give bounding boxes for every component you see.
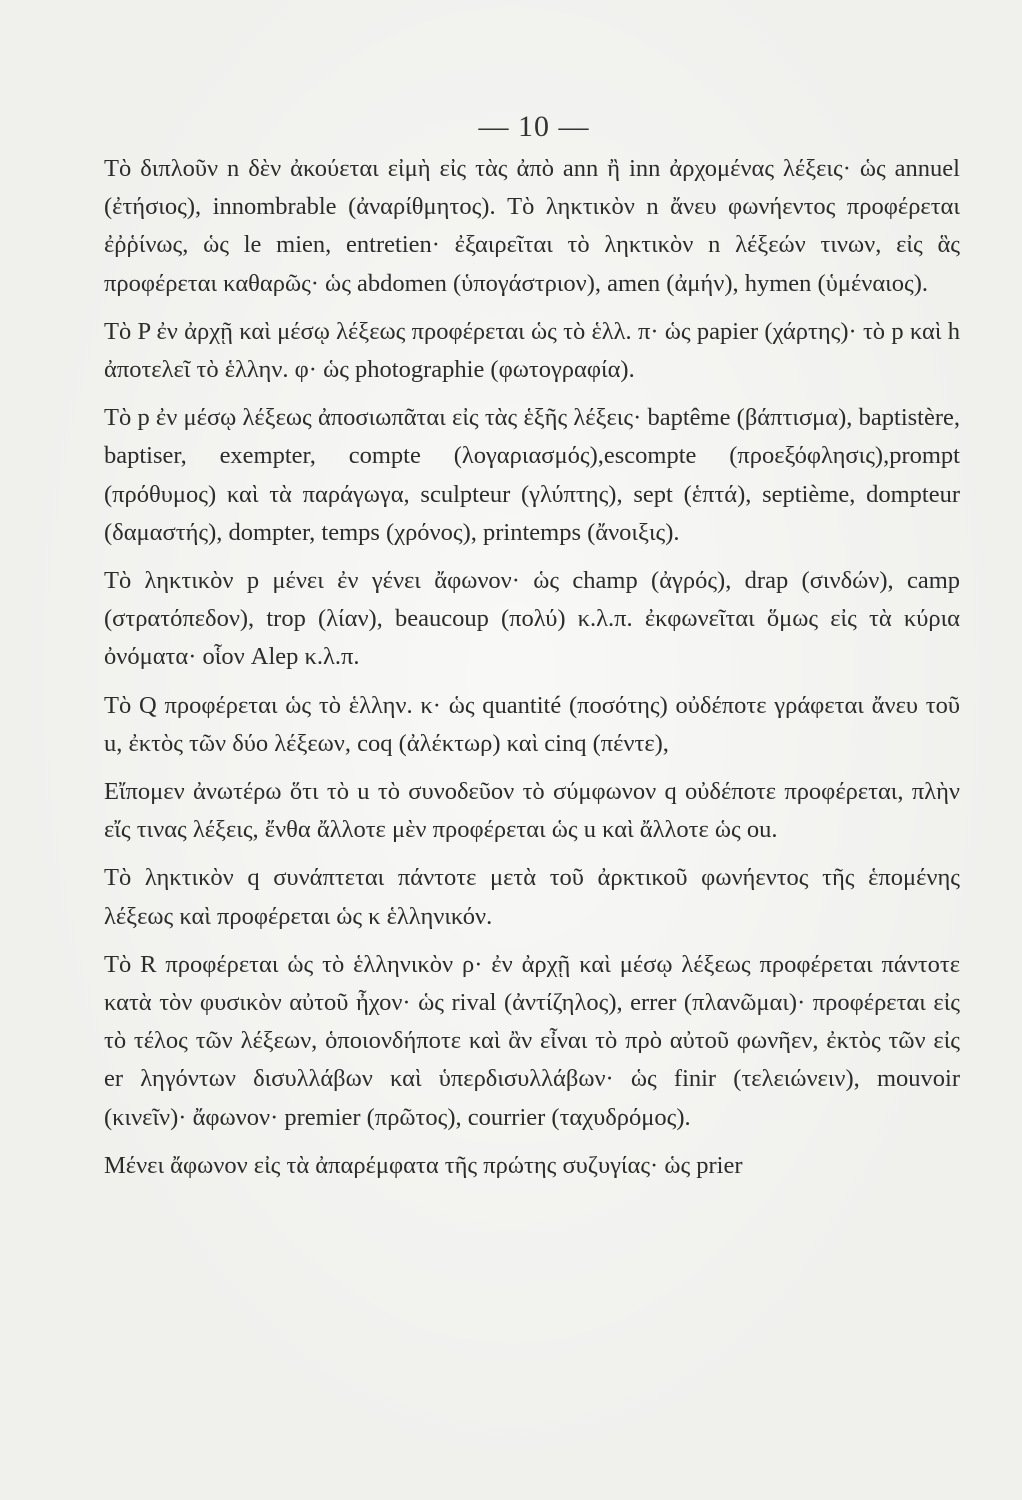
paragraph-q-final: Τὸ ληκτικὸν q συνάπτεται πάντοτε μετὰ τοῦ ἀρκτικοῦ φωνήεντος τῆς ἑπομένης λέξεως καὶ προφέρεται ὡς κ ἑλληνικόν.	[104, 864, 960, 930]
paragraph-p-final: Τὸ ληκτικὸν p μένει ἐν γένει ἄφωνον· ὡς champ (ἀγρός), drap (σινδών), camp (στρατόπεδον), trop (λίαν), beaucoup (πολύ) κ.λ.π. ἐκφωνεῖται ὅμως εἰς τὰ κύρια ὀνόματα· οἷον Alep κ.λ.π.	[104, 567, 960, 671]
page-header	[104, 0, 958, 150]
paragraph-p: Τὸ P ἐν ἀρχῇ καὶ μέσῳ λέξεως προφέρεται ὡς τὸ ἑλλ. π· ὡς papier (χάρτης)· τὸ p καὶ h ἀποτελεῖ τὸ ἑλλην. φ· ὡς photographie (φωτογραφία).	[104, 317, 960, 384]
paragraph-q-u: Εἴπομεν ἀνωτέρω ὅτι τὸ u τὸ συνοδεῦον τὸ σύμφωνον q οὐδέποτε προφέρεται, πλὴν εἴς τινας λέξεις, ἔνθα ἄλλοτε μὲν προφέρεται ὡς u καὶ ἄλλοτε ὡς ou.	[104, 778, 960, 844]
paragraph-n: Τὸ διπλοῦν n δὲν ἀκούεται εἰμὴ εἰς τὰς ἀπὸ ann ἢ inn ἀρχομένας λέξεις· ὡς annuel (ἐτήσιος), innombrable (ἀναρίθμητος). Τὸ ληκτικὸν n ἄνευ φωνήεντος προφέρεται ἐῤῥίνως, ὡς le mien, entretien· ἐξαιρεῖται τὸ ληκτικὸν n λέξεών τινων, εἰς ἃς προφέρεται καθαρῶς· ὡς abdomen (ὑπογάστριον), amen (ἀμήν), hymen (ὑμέναιος).	[104, 155, 960, 297]
paragraph-r: Τὸ R προφέρεται ὡς τὸ ἑλληνικὸν ρ· ἐν ἀρχῇ καὶ μέσῳ λέξεως προφέρεται πάντοτε κατὰ τὸν φυσικὸν αὐτοῦ ἦχον· ὡς rival (ἀντίζηλος), errer (πλανῶμαι)· προφέρεται εἰς τὸ τέλος τῶν λέξεων, ὁποιονδήποτε καὶ ἂν εἶναι τὸ πρὸ αὐτοῦ φωνῆεν, ἐκτὸς τῶν εἰς er ληγόντων δισυλλάβων καὶ ὑπερδισυλλάβων· ὡς finir (τελειώνειν), mouvoir (κινεῖν)· ἄφωνον· premier (πρῶτος), courrier (ταχυδρόμος).	[104, 950, 960, 1131]
body-text	[104, 150, 960, 1185]
page-number: — 10 —	[478, 110, 590, 143]
paragraph-q: Τὸ Q προφέρεται ὡς τὸ ἑλλην. κ· ὡς quantité (ποσότης) οὐδέποτε γράφεται ἄνευ τοῦ u, ἐκτὸς τῶν δύο λέξεων, coq (ἀλέκτωρ) καὶ cinq (πέντε),	[104, 691, 960, 757]
paragraph-p-medial: Τὸ p ἐν μέσῳ λέξεως ἀποσιωπᾶται εἰς τὰς ἑξῆς λέξεις· baptême (βάπτισμα), baptistère, baptiser, exempter, compte (λογαριασμός),escompte (προεξόφλησις),prompt (πρόθυμος) καὶ τὰ παράγωγα, sculpteur (γλύπτης), sept (ἑπτά), septième, dompteur (δαμαστής), dompter, temps (χρόνος), printemps (ἄνοιξις).	[104, 404, 960, 546]
paragraph-r-silent: Μένει ἄφωνον εἰς τὰ ἀπαρέμφατα τῆς πρώτης συζυγίας· ὡς prier	[104, 1151, 743, 1179]
